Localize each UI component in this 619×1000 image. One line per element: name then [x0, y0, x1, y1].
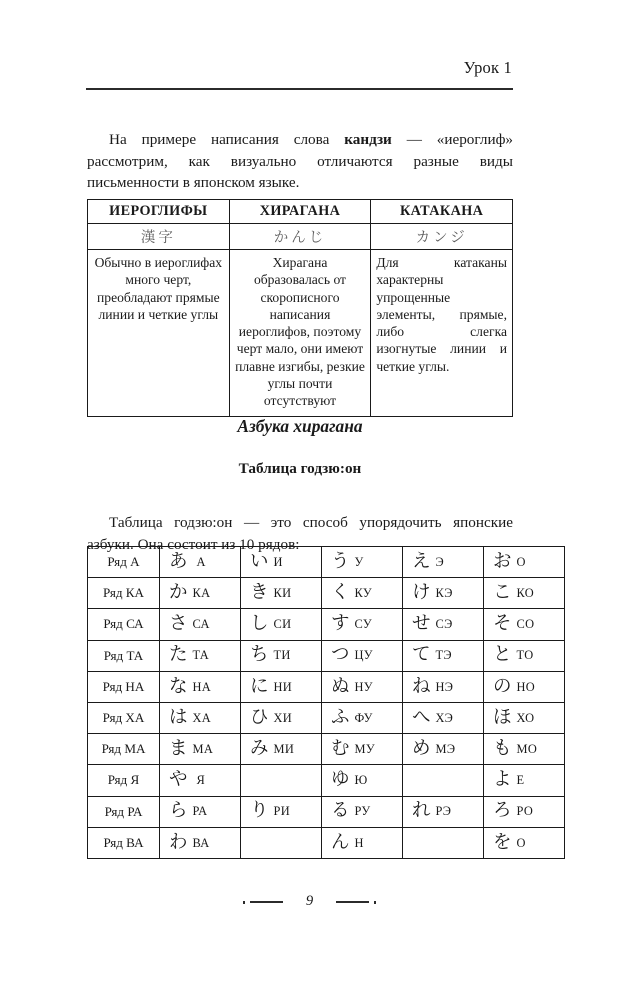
kana-cell-empty [403, 827, 484, 858]
ornament-right-icon [333, 897, 377, 906]
kana-reading: ТА [192, 648, 210, 663]
kana-reading: И [273, 554, 283, 569]
kana-glyph: ひ [250, 706, 269, 728]
kana-reading: СИ [273, 617, 292, 632]
kana-cell [403, 578, 484, 609]
kana-glyph: わ [169, 831, 188, 853]
kana-glyph: て [412, 644, 431, 666]
intro-text-before: На примере написания слова [109, 131, 345, 149]
kana-glyph: ん [331, 831, 350, 853]
kana-glyph: き [250, 582, 269, 604]
kana-reading: КО [516, 586, 535, 601]
kana-glyph: や [169, 769, 188, 791]
kana-glyph: そ [493, 613, 512, 635]
kana-reading: НА [192, 679, 212, 694]
kana-glyph: く [331, 582, 350, 604]
writing-sample-katakana: カンジ [371, 224, 513, 250]
sub-heading: Таблица годзю:он [238, 460, 362, 477]
kana-glyph: す [331, 613, 350, 635]
writing-description-katakana: Для катаканы характерны упрощенные элементы, прямые, либо слегка изогнутые линии и четкие углы. [371, 250, 513, 417]
kana-glyph: ら [169, 800, 188, 822]
kana-row-label: Ряд МА [88, 734, 160, 765]
running-head-rule [86, 88, 513, 90]
kana-row-label: Ряд Я [88, 765, 160, 796]
kana-glyph: ぬ [331, 675, 350, 697]
kana-glyph: ま [169, 737, 188, 759]
table-row [88, 547, 565, 578]
kana-cell [322, 578, 403, 609]
kana-cell [160, 827, 241, 858]
kana-reading: Е [516, 773, 525, 788]
intro-term-kandzi: кандзи [344, 131, 392, 149]
kana-reading: РИ [273, 804, 290, 819]
kana-cell [322, 671, 403, 702]
kana-cell [403, 796, 484, 827]
kana-cell [241, 671, 322, 702]
table-row [88, 702, 565, 733]
kana-reading: О [516, 835, 526, 850]
kana-glyph: は [169, 706, 188, 728]
kana-glyph: た [169, 644, 188, 666]
kana-reading: МУ [354, 741, 375, 756]
ornament-left-icon [242, 897, 286, 906]
kana-cell [484, 796, 565, 827]
kana-cell [160, 671, 241, 702]
intro-text-after: — «иероглиф» рассмотрим, как визуально отличаются разные виды письменности в японском языке. [87, 131, 514, 192]
page-number: 9 [305, 893, 314, 910]
kana-reading: МА [192, 741, 214, 756]
kana-cell [484, 827, 565, 858]
kana-reading: МИ [273, 741, 295, 756]
kana-reading: НЭ [435, 679, 454, 694]
kana-reading: НИ [273, 679, 293, 694]
folio [0, 893, 619, 910]
kana-cell [484, 765, 565, 796]
kana-glyph: ね [412, 675, 431, 697]
section-heading: Азбука хирагана [237, 416, 363, 436]
kana-glyph: め [412, 737, 431, 759]
kana-reading: Я [196, 773, 206, 788]
gojuon-table-body [88, 547, 565, 859]
kana-glyph: え [412, 550, 431, 572]
kana-reading: ФУ [354, 710, 373, 725]
table-row [88, 578, 565, 609]
table-row [88, 671, 565, 702]
kana-cell [160, 734, 241, 765]
gojuon-paragraph: Таблица годзю:он — это способ упорядочить японские азбуки. Она состоит из 10 рядов: [87, 514, 513, 553]
writing-sample-hiragana: かんじ [229, 224, 371, 250]
kana-reading: КЭ [435, 586, 453, 601]
intro-paragraph [87, 129, 513, 194]
kana-cell [484, 734, 565, 765]
kana-glyph: ふ [331, 706, 350, 728]
kana-reading: СЭ [435, 617, 453, 632]
kana-reading: ХИ [273, 710, 293, 725]
kana-reading: Э [435, 554, 444, 569]
kana-reading: О [516, 554, 526, 569]
kana-reading: НО [516, 679, 536, 694]
kana-glyph: む [331, 737, 350, 759]
kana-cell [241, 609, 322, 640]
table-row-samples [88, 224, 513, 250]
kana-cell [484, 671, 565, 702]
kana-glyph: も [493, 737, 512, 759]
kana-cell [160, 765, 241, 796]
kana-cell [241, 702, 322, 733]
kana-glyph: ほ [493, 706, 512, 728]
kana-cell [403, 734, 484, 765]
table-row-headers [88, 200, 513, 224]
kana-glyph: い [250, 550, 269, 572]
kana-row-label: Ряд ХА [88, 702, 160, 733]
kana-glyph: み [250, 737, 269, 759]
kana-reading: ЦУ [354, 648, 373, 663]
kana-cell-empty [241, 827, 322, 858]
kana-glyph: あ [169, 550, 188, 572]
kana-row-label: Ряд КА [88, 578, 160, 609]
kana-cell [322, 827, 403, 858]
kana-cell [322, 609, 403, 640]
kana-cell [160, 547, 241, 578]
kana-cell [484, 547, 565, 578]
kana-reading: РО [516, 804, 534, 819]
kana-glyph: こ [493, 582, 512, 604]
kana-reading: ВА [192, 835, 210, 850]
writing-systems-table [87, 199, 513, 417]
kana-glyph: さ [169, 613, 188, 635]
kana-glyph: の [493, 675, 512, 697]
kana-row-label: Ряд РА [88, 796, 160, 827]
kana-reading: СА [192, 617, 210, 632]
writing-header-hiragana: ХИРАГАНА [229, 200, 371, 224]
kana-reading: ТИ [273, 648, 291, 663]
kana-cell [160, 796, 241, 827]
kana-cell [322, 547, 403, 578]
kana-glyph: つ [331, 644, 350, 666]
kana-glyph: ち [250, 644, 269, 666]
kana-cell [160, 578, 241, 609]
kana-cell [484, 702, 565, 733]
writing-header-katakana: КАТАКАНА [371, 200, 513, 224]
table-row [88, 609, 565, 640]
table-row [88, 827, 565, 858]
kana-reading: Ю [354, 773, 368, 788]
kana-cell [322, 796, 403, 827]
kana-glyph: ろ [493, 800, 512, 822]
table-row [88, 734, 565, 765]
writing-description-hiragana: Хирагана образовалась от скорописного написания иероглифов, поэтому черт мало, они имеют плавне изгибы, резкие углы почти отсутствуют [229, 250, 371, 417]
running-head: Урок 1 [463, 58, 512, 77]
kana-glyph: け [412, 582, 431, 604]
writing-sample-kanji: 漢字 [88, 224, 230, 250]
table-row [88, 640, 565, 671]
kana-cell [241, 578, 322, 609]
kana-cell [484, 640, 565, 671]
kana-glyph: せ [412, 613, 431, 635]
kana-glyph: よ [493, 769, 512, 791]
kana-reading: Н [354, 835, 364, 850]
kana-reading: ТО [516, 648, 534, 663]
kana-reading: РЭ [435, 804, 452, 819]
kana-cell [241, 734, 322, 765]
kana-cell-empty [403, 765, 484, 796]
kana-reading: МЭ [435, 741, 456, 756]
table-row-descriptions [88, 250, 513, 417]
kana-glyph: か [169, 582, 188, 604]
kana-reading: ХА [192, 710, 212, 725]
kana-row-label: Ряд ТА [88, 640, 160, 671]
kana-glyph: お [493, 550, 512, 572]
kana-reading: РУ [354, 804, 371, 819]
kana-reading: МО [516, 741, 538, 756]
kana-row-label: Ряд НА [88, 671, 160, 702]
kana-row-label: Ряд А [88, 547, 160, 578]
kana-row-label: Ряд ВА [88, 827, 160, 858]
kana-cell [484, 609, 565, 640]
writing-description-kanji: Обычно в иероглифах много черт, преобладают прямые линии и четкие углы [88, 250, 230, 417]
kana-reading: КИ [273, 586, 292, 601]
kana-cell-empty [241, 765, 322, 796]
kana-cell [160, 609, 241, 640]
kana-row-label: Ряд СА [88, 609, 160, 640]
kana-glyph: り [250, 800, 269, 822]
kana-glyph: る [331, 800, 350, 822]
kana-reading: ХЭ [435, 710, 454, 725]
writing-header-kanji: ИЕРОГЛИФЫ [88, 200, 230, 224]
kana-cell [403, 702, 484, 733]
kana-reading: КУ [354, 586, 372, 601]
kana-cell [160, 640, 241, 671]
kana-reading: НУ [354, 679, 373, 694]
kana-reading: СО [516, 617, 535, 632]
kana-glyph: な [169, 675, 188, 697]
kana-cell [322, 734, 403, 765]
kana-cell [241, 547, 322, 578]
kana-reading: А [196, 554, 206, 569]
kana-glyph: れ [412, 800, 431, 822]
kana-reading: ХО [516, 710, 535, 725]
kana-cell [241, 796, 322, 827]
kana-cell [322, 702, 403, 733]
kana-reading: У [354, 554, 364, 569]
kana-reading: ТЭ [435, 648, 452, 663]
kana-glyph: し [250, 613, 269, 635]
kana-glyph: へ [412, 706, 431, 728]
kana-glyph: を [493, 831, 512, 853]
kana-reading: КА [192, 586, 211, 601]
kana-cell [403, 547, 484, 578]
kana-glyph: う [331, 550, 350, 572]
kana-cell [403, 640, 484, 671]
kana-cell [241, 640, 322, 671]
gojuon-kana-table [87, 546, 565, 859]
kana-glyph: に [250, 675, 269, 697]
kana-cell [160, 702, 241, 733]
kana-reading: СУ [354, 617, 372, 632]
kana-glyph: と [493, 644, 512, 666]
kana-cell [322, 765, 403, 796]
table-row [88, 765, 565, 796]
kana-cell [403, 671, 484, 702]
table-row [88, 796, 565, 827]
kana-reading: РА [192, 804, 208, 819]
kana-glyph: ゆ [331, 769, 350, 791]
kana-cell [403, 609, 484, 640]
kana-cell [484, 578, 565, 609]
kana-cell [322, 640, 403, 671]
